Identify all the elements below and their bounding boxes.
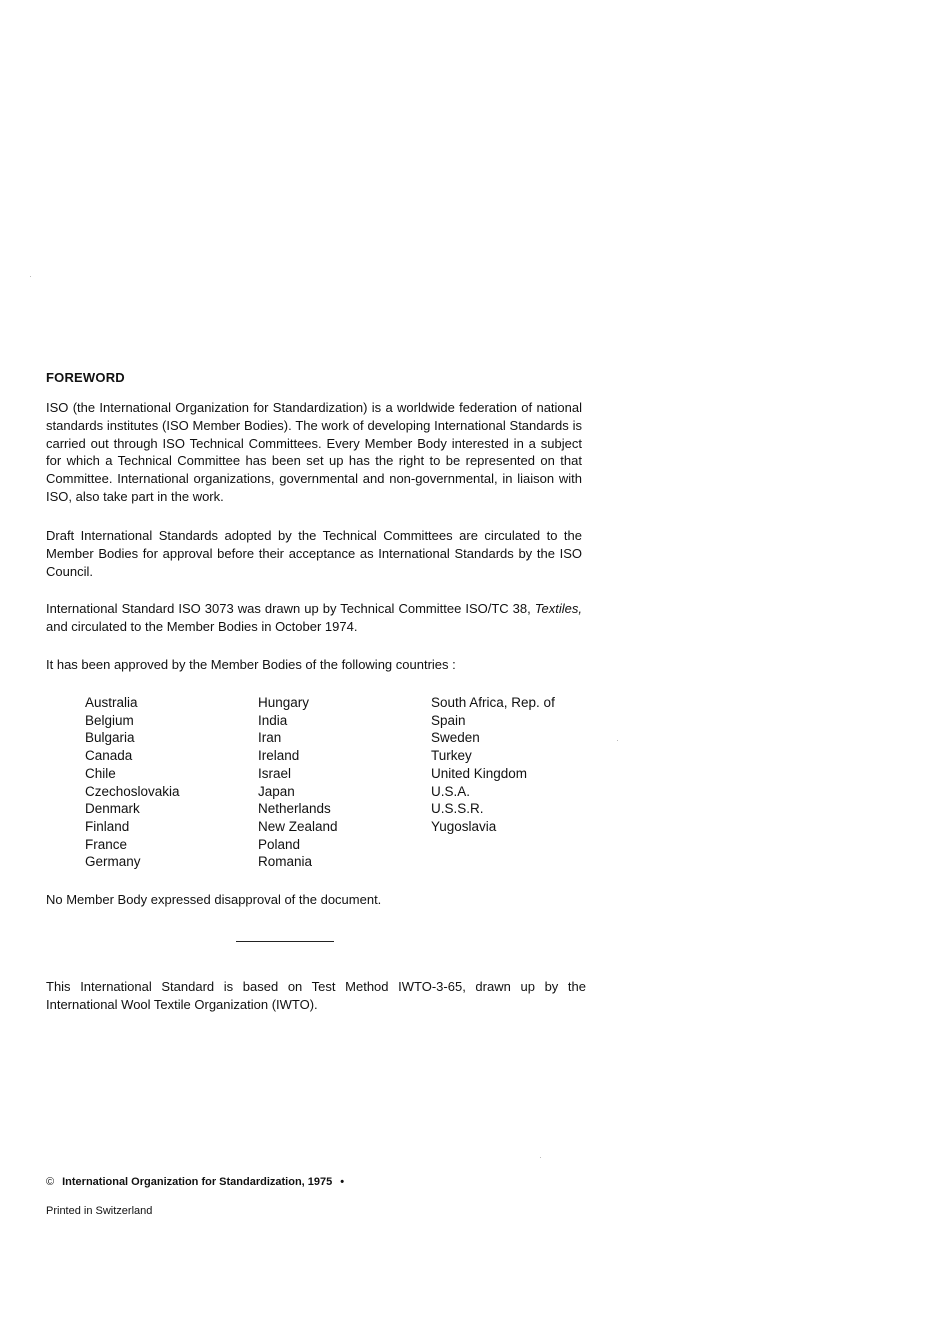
country-item: Poland xyxy=(258,836,301,852)
country-item: Romania xyxy=(258,854,313,870)
country-item: Sweden xyxy=(431,730,480,746)
origin-text-before: International Standard ISO 3073 was drawn up by Technical Committee ISO/TC 38, xyxy=(46,601,535,616)
scan-speck xyxy=(617,740,618,741)
country-item: Japan xyxy=(258,783,295,799)
country-item: India xyxy=(258,712,288,728)
country-item: Iran xyxy=(258,730,282,746)
country-item: Netherlands xyxy=(258,801,331,817)
country-list-column-1 xyxy=(85,694,180,871)
country-item: Canada xyxy=(85,748,133,764)
country-item: France xyxy=(85,836,128,852)
country-list-column-3 xyxy=(431,694,555,836)
foreword-paragraph-approval: It has been approved by the Member Bodies of the following countries : xyxy=(46,657,456,672)
country-item: Denmark xyxy=(85,801,140,817)
country-item: Czechoslovakia xyxy=(85,783,180,799)
origin-text-after: and circulated to the Member Bodies in October 1974. xyxy=(46,618,358,634)
country-item: Australia xyxy=(85,695,138,710)
country-item: United Kingdom xyxy=(431,765,528,781)
bullet-icon: • xyxy=(340,1176,345,1188)
committee-title: Textiles, xyxy=(534,601,582,616)
country-item: New Zealand xyxy=(258,818,338,834)
foreword-paragraph-iso: ISO (the International Organization for Standardization) is a worldwide federation of national standards institutes (ISO Member Bodies). The work of developing International Standards is carried out through ISO Technical Committees. Every Member Body interested in a subject for which a Technical Committee has been set up has the right to be represented on that Committee. International organizations, governmental and non-governmental, in liaison with ISO, also take part in the work. xyxy=(46,400,582,504)
country-item: Hungary xyxy=(258,695,310,710)
country-item: Bulgaria xyxy=(85,730,135,746)
foreword-paragraph-origin xyxy=(46,600,582,636)
country-item: South Africa, Rep. of xyxy=(431,695,555,710)
printed-in-line: Printed in Switzerland xyxy=(46,1205,153,1217)
foreword-heading: FOREWORD xyxy=(46,370,125,385)
country-list-column-2 xyxy=(258,694,338,871)
country-item: Ireland xyxy=(258,748,300,764)
foreword-paragraph-iwto: This International Standard is based on Test Method IWTO-3-65, drawn up by the International Wool Textile Organization (IWTO). xyxy=(46,979,586,1012)
country-item: Belgium xyxy=(85,712,134,728)
country-item: U.S.A. xyxy=(431,783,471,799)
section-divider xyxy=(236,941,334,942)
country-item: Spain xyxy=(431,712,466,728)
country-item: Yugoslavia xyxy=(431,818,497,834)
country-item: Turkey xyxy=(431,748,472,764)
foreword-paragraph-disapproval: No Member Body expressed disapproval of the document. xyxy=(46,892,382,907)
country-item: Chile xyxy=(85,765,116,781)
scan-speck xyxy=(540,1157,541,1158)
scan-speck xyxy=(30,276,31,277)
country-item: Germany xyxy=(85,854,141,870)
copyright-line xyxy=(46,1176,344,1188)
country-item: Israel xyxy=(258,765,292,781)
copyright-text: International Organization for Standardization, 1975 xyxy=(62,1176,333,1188)
country-item: Finland xyxy=(85,818,130,834)
country-item: U.S.S.R. xyxy=(431,801,484,817)
copyright-icon: © xyxy=(46,1176,55,1188)
foreword-paragraph-drafts: Draft International Standards adopted by the Technical Committees are circulated to the Member Bodies for approval before their acceptance as International Standards by the ISO Council. xyxy=(46,528,582,579)
